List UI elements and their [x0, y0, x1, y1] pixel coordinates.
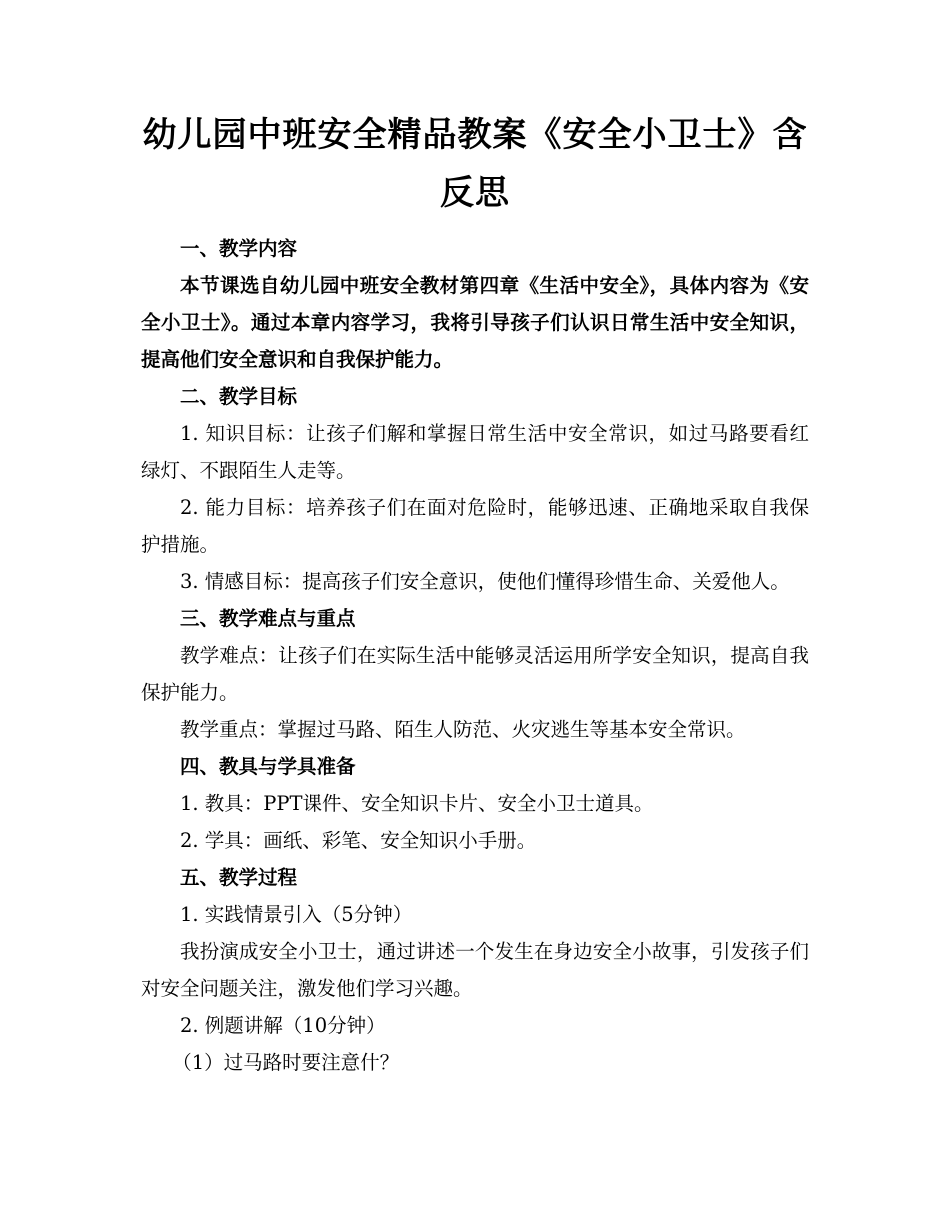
paragraph-story: 我扮演成安全小卫士，通过讲述一个发生在身边安全小故事，引发孩子们对安全问题关注，激发他们学习兴趣。	[141, 940, 809, 1000]
section-heading-objectives: 二、教学目标	[180, 385, 298, 408]
paragraph-step-example: 2. 例题讲解（10分钟）	[180, 1014, 386, 1037]
paragraph-question-crossing: （1）过马路时要注意什？	[172, 1051, 400, 1074]
document-page	[141, 0, 809, 1081]
paragraph-objective-knowledge: 1. 知识目标：让孩子们解和掌握日常生活中安全常识，如过马路要看红绿灯、不跟陌生人走等。	[141, 422, 809, 482]
paragraph-step-intro: 1. 实践情景引入（5分钟）	[180, 903, 413, 926]
paragraph-difficulty: 教学难点：让孩子们在实际生活中能够灵活运用所学安全知识，提高自我保护能力。	[141, 644, 809, 704]
paragraph-content: 本节课选自幼儿园中班安全教材第四章《生活中安全》，具体内容为《安全小卫士》。通过本章内容学习，我将引导孩子们认识日常生活中安全知识，提高他们安全意识和自我保护能力。	[141, 274, 809, 371]
paragraph-focus: 教学重点：掌握过马路、陌生人防范、火灾逃生等基本安全常识。	[180, 718, 746, 741]
paragraph-teaching-aids: 1. 教具：PPT课件、安全知识卡片、安全小卫士道具。	[180, 792, 654, 815]
section-heading-key-points: 三、教学难点与重点	[180, 607, 356, 630]
paragraph-objective-ability: 2. 能力目标：培养孩子们在面对危险时，能够迅速、正确地采取自我保护措施。	[141, 496, 809, 556]
document-title: 幼儿园中班安全精品教案《安全小卫士》含反思	[142, 115, 808, 213]
document-body	[141, 230, 809, 1081]
section-heading-process: 五、教学过程	[180, 866, 298, 889]
section-heading-materials: 四、教具与学具准备	[180, 755, 356, 778]
paragraph-objective-emotion: 3. 情感目标：提高孩子们安全意识，使他们懂得珍惜生命、关爱他人。	[180, 570, 790, 593]
section-heading-content: 一、教学内容	[180, 237, 298, 260]
paragraph-learning-aids: 2. 学具：画纸、彩笔、安全知识小手册。	[180, 829, 537, 852]
